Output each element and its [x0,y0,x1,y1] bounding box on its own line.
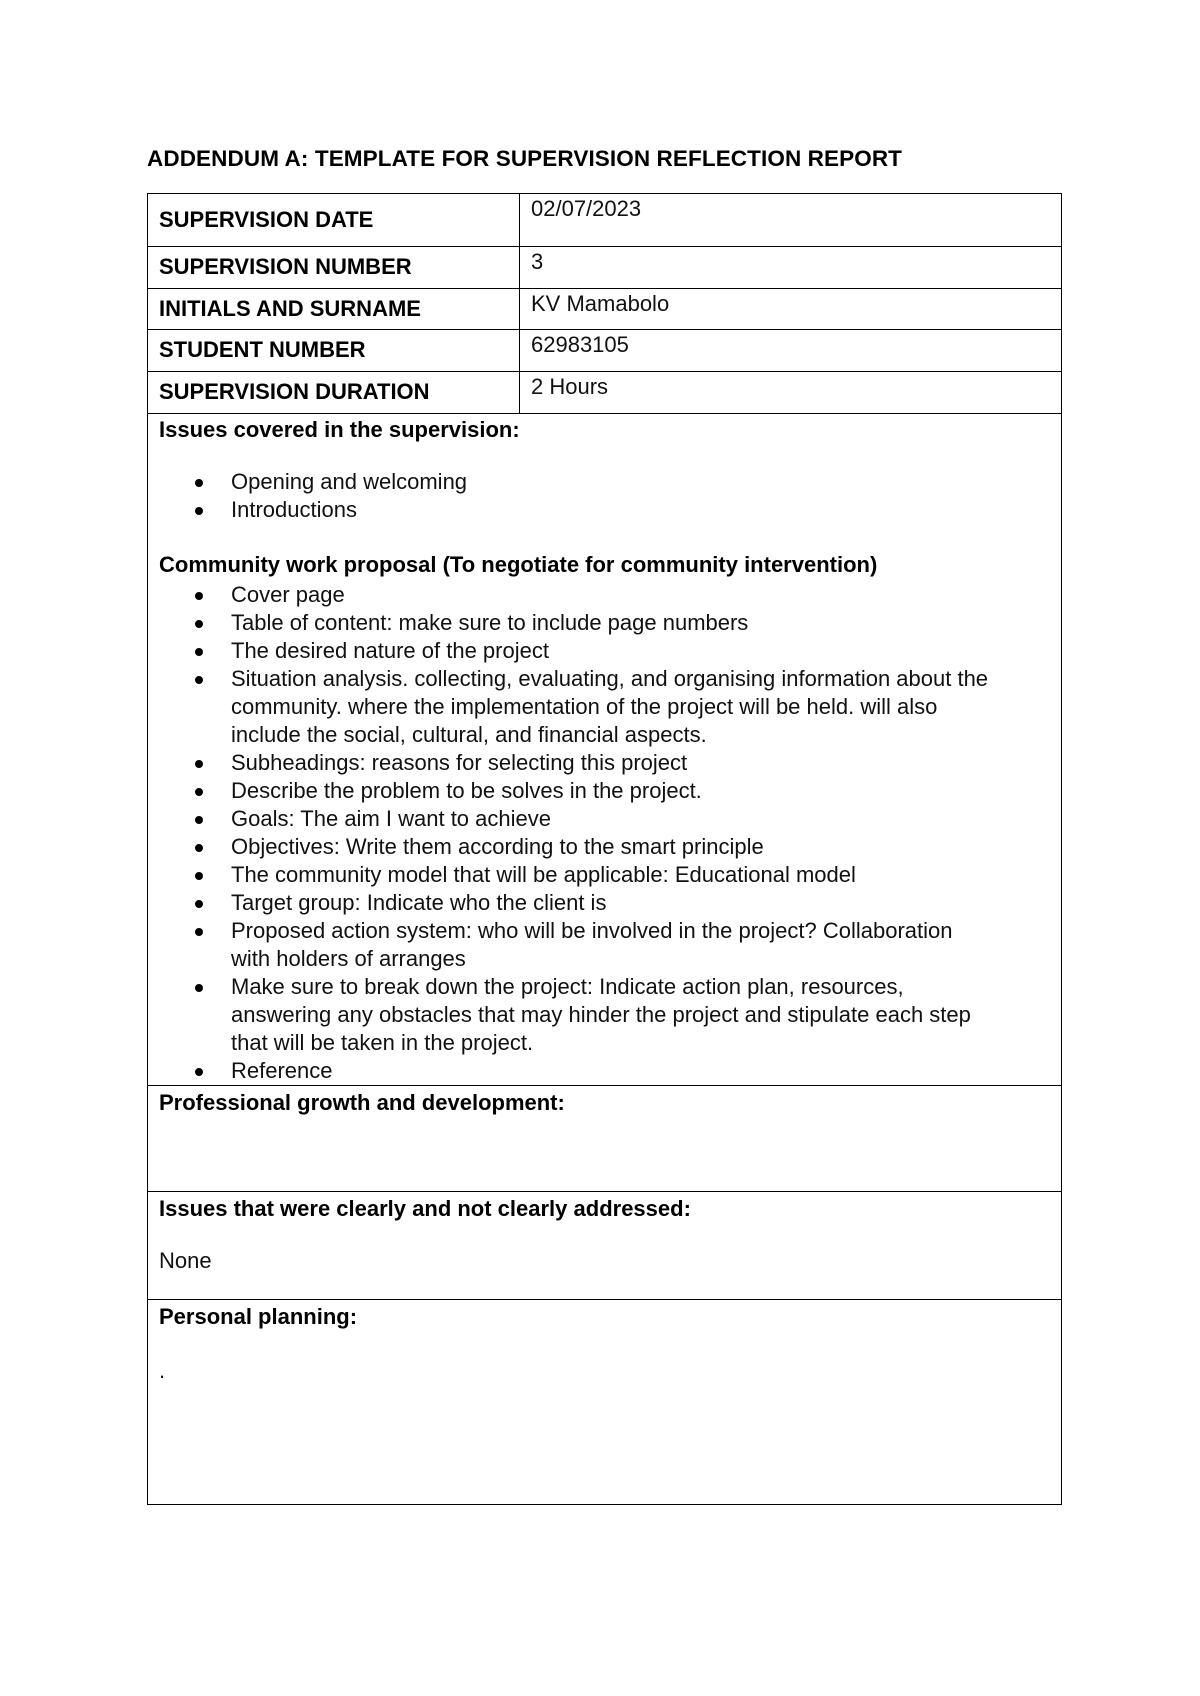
bullet-icon [195,900,203,908]
list-item: The desired nature of the project [148,637,991,665]
bullet-icon [195,984,203,992]
bullet-icon [195,479,203,487]
proposal-heading: Community work proposal (To negotiate for community intervention) [159,552,878,577]
list-item: Opening and welcoming [148,468,991,496]
personal-planning-text: . [159,1358,166,1383]
bullet-icon [195,676,203,684]
bullet-icon [195,872,203,880]
bullet-icon [195,1068,203,1076]
list-item: The community model that will be applicable: Educational model [148,861,991,889]
bullet-icon [195,844,203,852]
bullet-icon [195,592,203,600]
list-item: Introductions [148,496,991,524]
list-item: Subheadings: reasons for selecting this project [148,749,991,777]
supervision-date-value: 02/07/2023 [531,196,642,221]
list-item: Objectives: Write them according to the smart principle [148,833,991,861]
supervision-duration-label: SUPERVISION DURATION [159,379,430,404]
list-item: Describe the problem to be solves in the project. [148,777,991,805]
list-item: Proposed action system: who will be involved in the project? Collaboration with holders of arranges [148,917,991,973]
list-item: Goals: The aim I want to achieve [148,805,991,833]
row-divider [148,371,1061,372]
row-divider [148,288,1061,289]
issues-covered-list [148,468,1063,524]
list-item: Target group: Indicate who the client is [148,889,991,917]
list-item: Situation analysis. collecting, evaluating, and organising information about the community. where the implementation of the project will be held. will also include the social, cultural, and financial aspects. [148,665,991,749]
document-title: ADDENDUM A: TEMPLATE FOR SUPERVISION REFLECTION REPORT [147,146,903,171]
student-number-label: STUDENT NUMBER [159,337,366,362]
column-divider [519,194,520,413]
professional-growth-heading: Professional growth and development: [159,1090,565,1115]
row-divider [148,246,1061,247]
row-divider [148,1085,1061,1086]
bullet-icon [195,928,203,936]
proposal-list [148,581,1063,1085]
supervision-date-label: SUPERVISION DATE [159,207,374,232]
issues-covered-heading: Issues covered in the supervision: [159,417,520,442]
bullet-icon [195,648,203,656]
supervision-number-label: SUPERVISION NUMBER [159,254,412,279]
supervision-duration-value: 2 Hours [531,374,609,399]
row-divider [148,413,1061,414]
supervision-number-value: 3 [531,249,544,274]
addressed-issues-heading: Issues that were clearly and not clearly addressed: [159,1196,691,1221]
report-table [147,193,1062,1505]
bullet-icon [195,760,203,768]
row-divider [148,329,1061,330]
personal-planning-heading: Personal planning: [159,1304,358,1329]
list-item: Reference [148,1057,991,1085]
bullet-icon [195,507,203,515]
student-number-value: 62983105 [531,332,629,357]
bullet-icon [195,788,203,796]
bullet-icon [195,816,203,824]
row-divider [148,1299,1061,1300]
list-item: Make sure to break down the project: Indicate action plan, resources, answering any obstacles that may hinder the project and stipulate each step that will be taken in the project. [148,973,991,1057]
list-item: Table of content: make sure to include page numbers [148,609,991,637]
addressed-issues-text: None [159,1248,212,1273]
initials-surname-value: KV Mamabolo [531,291,670,316]
row-divider [148,1191,1061,1192]
list-item: Cover page [148,581,991,609]
initials-surname-label: INITIALS AND SURNAME [159,296,421,321]
bullet-icon [195,620,203,628]
